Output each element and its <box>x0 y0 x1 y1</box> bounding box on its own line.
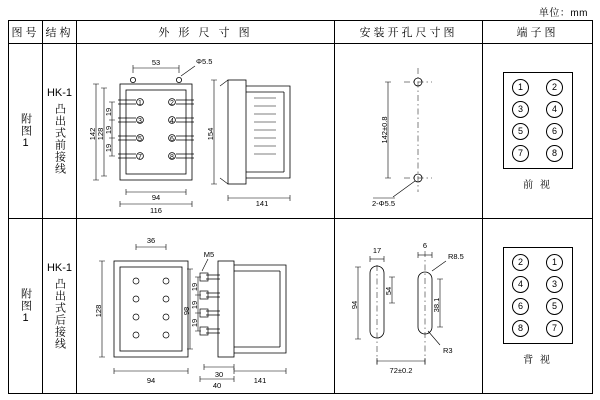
dim2-40: 40 <box>212 381 221 390</box>
pin-1: 1 <box>137 100 142 107</box>
terminal-rear-pin-6: 6 <box>512 298 529 315</box>
row2-figure-no-text: 附图1 <box>19 287 32 325</box>
pin-8: 8 <box>169 154 174 161</box>
terminal-pin-6: 6 <box>546 123 563 140</box>
dim2-M5: M5 <box>203 250 214 259</box>
hole2-17: 17 <box>372 246 381 255</box>
header-mounting-hole: 安装开孔尺寸图 <box>335 21 483 44</box>
spec-table <box>8 20 593 394</box>
dim2-98: 98 <box>181 306 191 316</box>
header-structure: 结构 <box>43 21 77 44</box>
pin-7: 7 <box>137 154 142 161</box>
terminal-rear-pin-2: 2 <box>512 254 529 271</box>
terminal-rear-pin-4: 4 <box>512 276 529 293</box>
terminal-rear-pin-5: 5 <box>546 298 563 315</box>
pin-2: 2 <box>169 100 174 107</box>
header-figure-no: 图号 <box>9 21 43 44</box>
row1-outline-drawing <box>77 44 335 219</box>
dim2-19-b: 19 <box>189 300 199 310</box>
terminal-rear-pin-7: 7 <box>546 320 563 337</box>
row2-outline-drawing <box>77 219 335 394</box>
row1-structure-text: 凸出式前接线 <box>53 103 66 175</box>
hole-note: 2-Φ5.5 <box>371 199 395 208</box>
row1-figure-no <box>9 44 43 219</box>
dim2-128: 128 <box>93 304 103 318</box>
terminal-box-rear <box>503 247 573 344</box>
terminal-caption: 前 视 <box>523 179 552 191</box>
hole2-6: 6 <box>422 241 427 250</box>
unit-note: 单位：mm <box>538 8 588 19</box>
header-terminal: 端子图 <box>483 21 593 44</box>
terminal-pin-3: 3 <box>512 101 529 118</box>
hole2-base: 72±0.2 <box>389 366 412 375</box>
terminal-rear-pin-1: 1 <box>546 254 563 271</box>
hole2-381: 38.1 <box>431 297 441 313</box>
dim-19-c: 19 <box>103 143 113 153</box>
hole2-R85: R8.5 <box>447 252 464 261</box>
dim-hole-dia: Φ5.5 <box>195 57 212 66</box>
row1-hole-drawing <box>335 44 483 219</box>
dim-141: 141 <box>255 199 268 208</box>
dim-116: 116 <box>149 206 162 215</box>
hole-dim-142: 142±0.8 <box>379 116 389 144</box>
row2-hole-drawing <box>335 219 483 394</box>
dim2-94: 94 <box>146 376 155 385</box>
pin-4: 4 <box>169 118 174 125</box>
hole2-94: 94 <box>349 300 359 310</box>
dim-142: 142 <box>87 127 97 141</box>
terminal-pin-7: 7 <box>512 145 529 162</box>
hole2-R3: R3 <box>442 346 453 355</box>
dim-19-a: 19 <box>103 107 113 117</box>
dim-94: 94 <box>151 193 160 202</box>
row2-terminal <box>483 219 593 394</box>
terminal-pin-1: 1 <box>512 79 529 96</box>
table-row <box>9 219 593 394</box>
header-outline-dimension: 外 形 尺 寸 图 <box>77 21 335 44</box>
terminal-pin-4: 4 <box>546 101 563 118</box>
row2-structure <box>43 219 77 394</box>
pin-5: 5 <box>137 136 142 143</box>
row2-figure-no <box>9 219 43 394</box>
terminal-caption-rear: 背 视 <box>523 354 552 366</box>
dim-19-b: 19 <box>103 125 113 135</box>
table-header-row <box>9 21 593 44</box>
dim-154: 154 <box>205 127 215 141</box>
terminal-rear-pin-3: 3 <box>546 276 563 293</box>
row2-model-label: HK-1 <box>46 262 73 274</box>
terminal-pin-5: 5 <box>512 123 529 140</box>
pin-3: 3 <box>137 118 142 125</box>
dim2-30: 30 <box>214 370 223 379</box>
dim2-19-a: 19 <box>189 282 199 292</box>
dim2-141: 141 <box>253 376 266 385</box>
terminal-box <box>503 72 573 169</box>
pin-6: 6 <box>169 136 174 143</box>
dim-128: 128 <box>95 127 105 141</box>
terminal-pin-2: 2 <box>546 79 563 96</box>
row1-figure-no-text: 附图1 <box>19 112 32 150</box>
row1-terminal <box>483 44 593 219</box>
row2-structure-text: 凸出式后接线 <box>53 278 66 350</box>
dim-53: 53 <box>151 58 160 67</box>
dim2-19-c: 19 <box>189 318 199 328</box>
table-row <box>9 44 593 219</box>
dim2-36: 36 <box>146 236 155 245</box>
row1-structure <box>43 44 77 219</box>
row1-model-label: HK-1 <box>46 87 73 99</box>
terminal-rear-pin-8: 8 <box>512 320 529 337</box>
terminal-pin-8: 8 <box>546 145 563 162</box>
hole2-54: 54 <box>383 286 393 296</box>
